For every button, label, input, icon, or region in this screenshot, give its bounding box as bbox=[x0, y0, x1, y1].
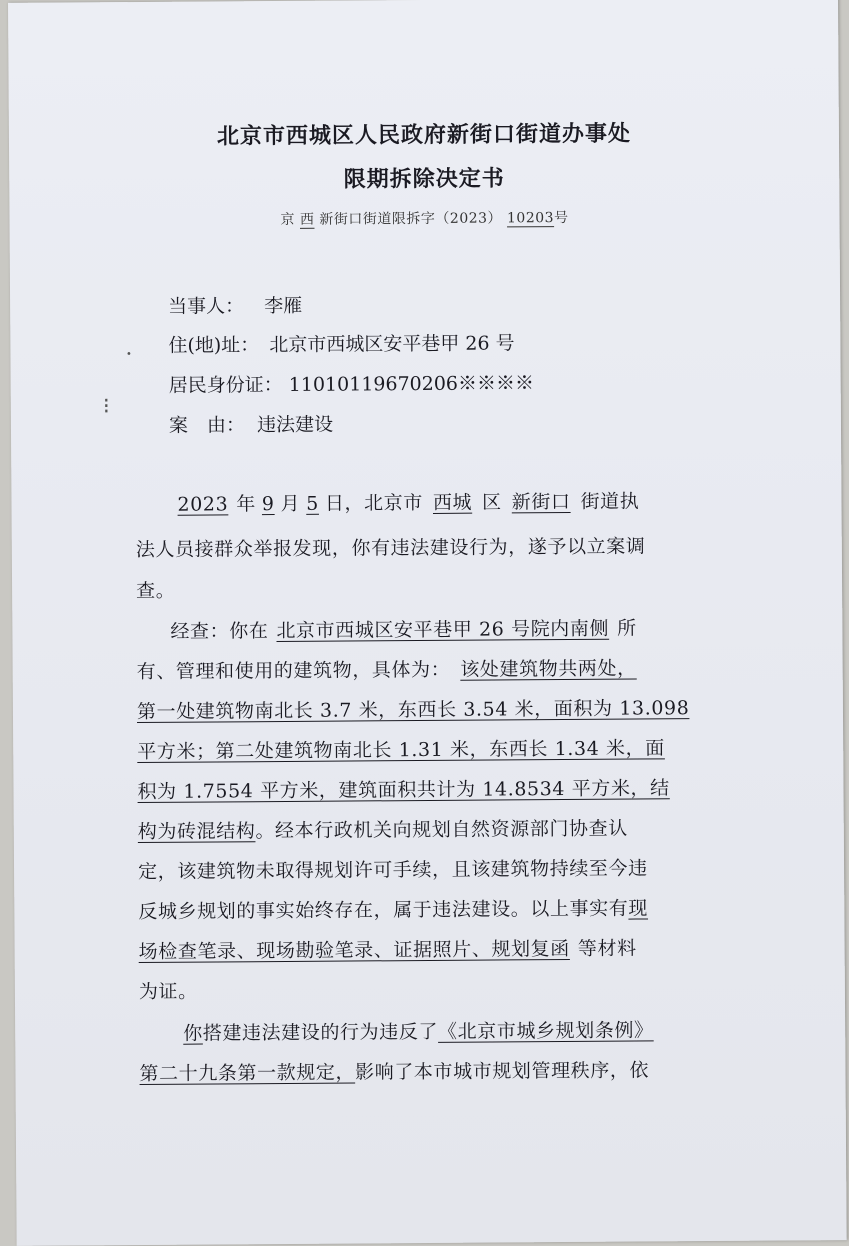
margin-mark: ⁝ bbox=[102, 394, 110, 420]
party-address: 北京市西城区安平巷甲 26 号 bbox=[269, 332, 515, 357]
case-row bbox=[169, 410, 333, 438]
para2-line1: 经查：你在 北京市西城区安平巷甲 26 号院内南侧 所 bbox=[170, 617, 637, 643]
para2-line7: 定，该建筑物未取得规划许可手续，且该建筑物持续至今违 bbox=[138, 857, 648, 884]
docno-suffix: 号 bbox=[553, 209, 569, 227]
para3-line2: 第二十九条第一款规定，影响了本市城市规划管理秩序，依 bbox=[139, 1059, 650, 1086]
party-name-label: 当事人： bbox=[168, 295, 245, 318]
report-street: 新街口 bbox=[511, 490, 571, 514]
regulation-name: 《北京市城乡规划条例》 bbox=[437, 1019, 654, 1043]
para2-line8: 反城乡规划的事实始终存在，属于违法建设。以上事实有现 bbox=[138, 897, 649, 924]
para2-line10: 为证。 bbox=[138, 980, 198, 1004]
para3-line1: 你搭建违法建设的行为违反了《北京市城乡规划条例》 bbox=[183, 1019, 654, 1045]
docno-district: 西 bbox=[299, 211, 315, 228]
party-address-label: 住(地)址： bbox=[168, 334, 260, 357]
party-address-row bbox=[168, 328, 514, 357]
para2-line6: 构为砖混结构。经本行政机关向规划自然资源部门协查认 bbox=[137, 817, 628, 844]
para2-line5: 积为 1.7554 平方米，建筑面积共计为 14.8534 平方米，结 bbox=[137, 777, 670, 804]
regulation-article: 第二十九条第一款规定， bbox=[139, 1061, 356, 1086]
report-year: 2023 bbox=[177, 493, 229, 516]
report-district: 西城 bbox=[432, 491, 473, 514]
document-subtitle: 限期拆除决定书 bbox=[343, 166, 505, 193]
para2-line4: 平方米；第二处建筑物南北长 1.31 米，东西长 1.34 米，面 bbox=[137, 737, 665, 764]
case-label: 案 由： bbox=[168, 414, 246, 437]
party-id: 11010119670206※※※※ bbox=[288, 372, 535, 396]
document-title: 北京市西城区人民政府新街口街道办事处 bbox=[216, 121, 632, 150]
para2-line3: 第一处建筑物南北长 3.7 米，东西长 3.54 米，面积为 13.098 bbox=[136, 697, 690, 724]
party-name-row bbox=[168, 291, 302, 319]
para1-line3: 查。 bbox=[136, 579, 176, 603]
case-reason: 违法建设 bbox=[256, 413, 334, 437]
docno-number: 10203 bbox=[506, 210, 555, 227]
party-name: 李雁 bbox=[264, 294, 303, 318]
evidence-list: 场检查笔录、现场勘验笔录、证据照片、规划复函 bbox=[138, 937, 570, 964]
para2-line9: 场检查笔录、现场勘验笔录、证据照片、规划复函 等材料 bbox=[138, 937, 637, 964]
document-page bbox=[8, 0, 847, 1246]
para1-line2: 法人员接群众举报发现，你有违法建设行为，遂予以立案调 bbox=[135, 535, 646, 562]
party-id-row bbox=[169, 368, 534, 398]
para2-line2: 有、管理和使用的建筑物，具体为： 该处建筑物共两处， bbox=[136, 657, 637, 684]
docno-org: 新街口街道限拆字 bbox=[319, 210, 436, 228]
margin-mark: · bbox=[125, 342, 133, 368]
docno-year: （2023） bbox=[435, 210, 503, 227]
document-number bbox=[9, 205, 839, 231]
report-month: 9 bbox=[261, 493, 275, 516]
docno-prefix: 京 bbox=[280, 211, 296, 228]
violation-location: 北京市西城区安平巷甲 26 号院内南侧 bbox=[276, 617, 610, 643]
para1-line1: 2023 年 9 月 5 日，北京市 西城 区 新街口 街道执 bbox=[169, 487, 639, 517]
party-id-label: 居民身份证： bbox=[168, 373, 283, 397]
report-day: 5 bbox=[306, 492, 319, 515]
